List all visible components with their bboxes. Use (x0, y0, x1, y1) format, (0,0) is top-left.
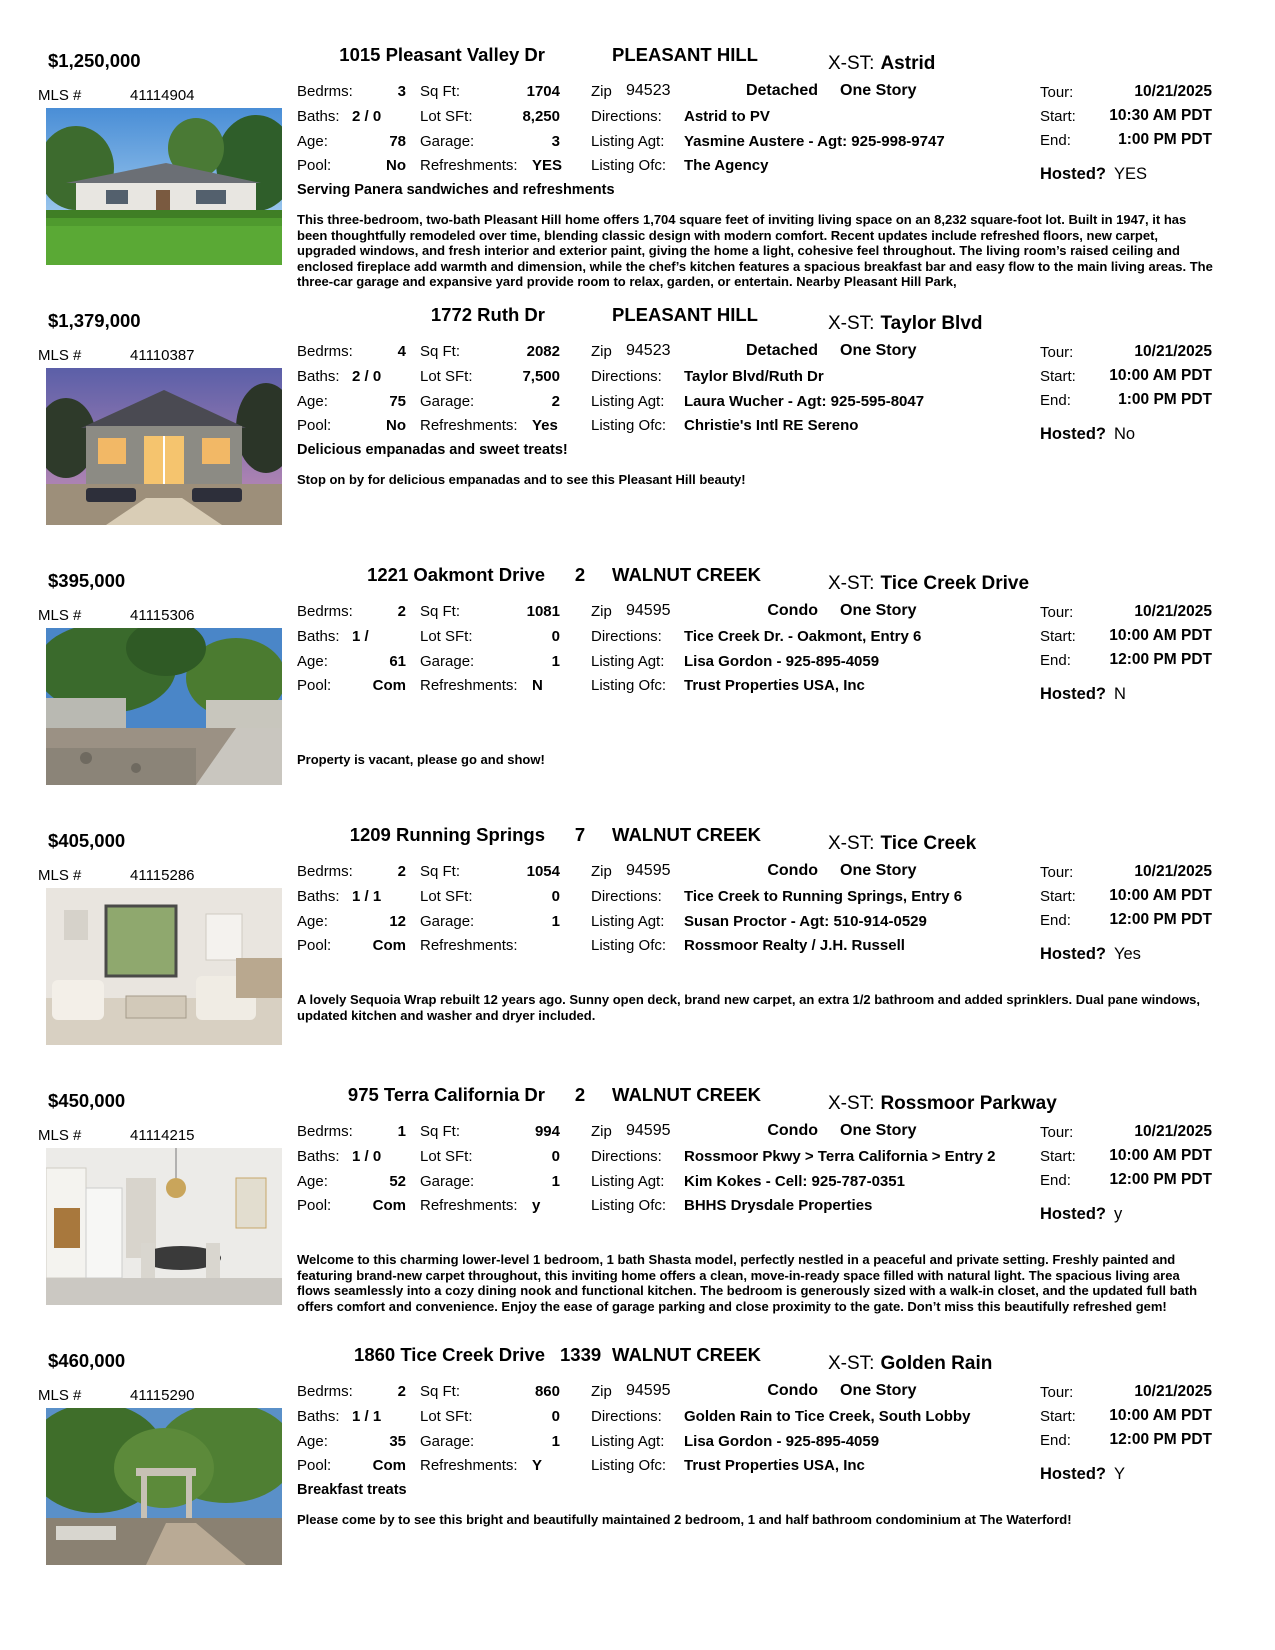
mls-label: MLS # (38, 347, 82, 364)
baths-label: Baths: (297, 368, 340, 385)
directions-value: Astrid to PV (684, 108, 770, 125)
listing-office-value: The Agency (684, 157, 769, 174)
directions-label: Directions: (591, 888, 662, 905)
tour-date: 10/21/2025 (1134, 343, 1212, 360)
cross-street (828, 1353, 992, 1375)
description: A lovely Sequoia Wrap rebuilt 12 years ago. Sunny open deck, brand new carpet, an extra 1/2 bathroom and added sprinklers. Dual pane windows, updated kitchen and washer and dryer included. (297, 992, 1201, 1023)
listing-address: 1221 Oakmont Drive (367, 564, 545, 585)
refreshments-label: Refreshments: (420, 1457, 518, 1474)
refreshments-value: YES (532, 157, 563, 174)
refreshments-label: Refreshments: (420, 677, 518, 694)
age-value: 35 (389, 1433, 406, 1450)
listing-price: $395,000 (48, 570, 126, 591)
cross-street-label: X-ST: (828, 53, 875, 74)
stories: One Story (840, 602, 917, 619)
baths-value: 2 / 0 (352, 108, 382, 125)
property-type: Detached (745, 82, 818, 99)
hosted-label: Hosted? (1040, 165, 1106, 183)
description: This three-bedroom, two-bath Pleasant Hill home offers 1,704 square feet of inviting living space on an 8,232 square-foot lot. Built in 1947, it has been thoughtfully remodeled over time, blending classic design with modern comfort. Recent updates include refreshed floors, new carpet, upgraded windows, and fresh interior and exterior paint, giving the home a light, cohesive feel throughout. The living room’s raised ceiling and enclosed fireplace add warmth and dimension, while the chef’s kitchen features a spacious breakfast bar and easy flow to the main living areas. The three-car garage and expansive yard provide room to relax, garden, or entertain. Nearby Pleasant Hill Park, (297, 212, 1213, 289)
start-time: 10:00 AM PDT (1109, 367, 1212, 384)
pool-label: Pool: (297, 1197, 332, 1214)
bedrooms-value: 3 (397, 83, 406, 100)
property-type: Condo (767, 1122, 818, 1139)
tour-label: Tour: (1040, 604, 1074, 621)
cross-street-label: X-ST: (828, 1093, 875, 1114)
listing-address: 1860 Tice Creek Drive (354, 1344, 545, 1365)
hosted-label: Hosted? (1040, 1205, 1106, 1223)
listing-unit: 1339 (560, 1344, 602, 1365)
refreshments-label: Refreshments: (420, 1197, 518, 1214)
listing-office-label: Listing Ofc: (591, 417, 667, 434)
tour-label: Tour: (1040, 1124, 1074, 1141)
cross-street-value: Taylor Blvd (880, 313, 983, 334)
lot-sqft-label: Lot SFt: (420, 1408, 473, 1425)
listing-address: 1209 Running Springs (349, 824, 545, 845)
cross-street-label: X-ST: (828, 313, 875, 334)
start-label: Start: (1040, 108, 1076, 125)
listing-city: WALNUT CREEK (612, 564, 762, 585)
bedrooms-value: 2 (397, 1383, 406, 1400)
sqft-value: 1054 (526, 863, 560, 880)
start-time: 10:00 AM PDT (1109, 1407, 1212, 1424)
lot-sqft-label: Lot SFt: (420, 108, 473, 125)
refreshments-label: Refreshments: (420, 937, 518, 954)
age-label: Age: (297, 393, 328, 410)
hosted (1040, 685, 1126, 704)
listing-city: PLEASANT HILL (612, 44, 758, 65)
age-value: 52 (389, 1173, 406, 1190)
listing-agent-value: Kim Kokes - Cell: 925-787-0351 (684, 1173, 905, 1190)
description: Welcome to this charming lower-level 1 bedroom, 1 bath Shasta model, perfectly nestled in a peaceful and private setting. Freshly painted and featuring brand-new carpet throughout, this inviting home offers a clean, move-in-ready space filled with natural light. The spacious living area flows seamlessly into a cozy dining nook and functional kitchen. The bedroom is generously sized with a walk-in closet, and the updated full bath offers comfort and convenience. Enjoy the ease of garage parking and close proximity to the gate. Don’t miss this beautifully refreshed gem! (297, 1252, 1198, 1314)
cross-street-label: X-ST: (828, 833, 875, 854)
sqft-label: Sq Ft: (420, 863, 461, 880)
listing-photo[interactable] (46, 1408, 282, 1565)
baths-value: 1 / (352, 628, 369, 645)
end-time: 12:00 PM PDT (1109, 1171, 1212, 1188)
lot-sqft-value: 7,500 (522, 368, 560, 385)
start-label: Start: (1040, 888, 1076, 905)
bedrooms-value: 1 (397, 1123, 406, 1140)
sqft-value: 2082 (526, 343, 560, 360)
end-label: End: (1040, 652, 1071, 669)
cross-street (828, 1093, 1057, 1115)
cross-street (828, 833, 976, 855)
tour-date: 10/21/2025 (1134, 1383, 1212, 1400)
baths-label: Baths: (297, 1408, 340, 1425)
end-time: 12:00 PM PDT (1109, 911, 1212, 928)
garage-label: Garage: (420, 1433, 475, 1450)
listing-office-value: Trust Properties USA, Inc (684, 677, 865, 694)
mls-label: MLS # (38, 607, 82, 624)
mls-label: MLS # (38, 867, 82, 884)
hosted (1040, 165, 1147, 184)
sqft-value: 994 (534, 1123, 560, 1140)
age-label: Age: (297, 913, 328, 930)
hosted-value: N (1114, 685, 1126, 703)
hosted (1040, 1205, 1122, 1224)
listing-unit: 2 (574, 1084, 586, 1105)
mls-number: 41115286 (130, 867, 195, 884)
cross-street-value: Golden Rain (880, 1353, 993, 1374)
hosted-value: No (1114, 425, 1136, 443)
stories: One Story (840, 342, 917, 359)
cross-street-value: Astrid (880, 53, 936, 74)
age-label: Age: (297, 1173, 328, 1190)
listing-agent-label: Listing Agt: (591, 653, 665, 670)
end-label: End: (1040, 1432, 1071, 1449)
pool-label: Pool: (297, 157, 332, 174)
bedrooms-label: Bedrms: (297, 1123, 353, 1140)
garage-value: 1 (551, 653, 560, 670)
bedrooms-label: Bedrms: (297, 343, 353, 360)
directions-value: Golden Rain to Tice Creek, South Lobby (684, 1408, 971, 1425)
hosted-value: Y (1114, 1465, 1126, 1483)
baths-label: Baths: (297, 628, 340, 645)
tour-label: Tour: (1040, 344, 1074, 361)
lot-sqft-label: Lot SFt: (420, 1148, 473, 1165)
directions-value: Rossmoor Pkwy > Terra California > Entry 2 (684, 1148, 996, 1165)
zip-value: 94595 (626, 862, 671, 879)
lot-sqft-value: 0 (551, 1408, 560, 1425)
stories: One Story (840, 1122, 917, 1139)
hosted-value: Yes (1114, 945, 1141, 963)
tour-date: 10/21/2025 (1134, 83, 1212, 100)
stories: One Story (840, 862, 917, 879)
directions-label: Directions: (591, 1148, 662, 1165)
listing-card-6 (0, 1336, 1275, 1594)
listing-unit: 7 (574, 824, 586, 845)
zip-label: Zip (591, 1383, 612, 1400)
pool-value: Com (372, 1197, 406, 1214)
tour-date: 10/21/2025 (1134, 1123, 1212, 1140)
directions-label: Directions: (591, 628, 662, 645)
mls-number: 41115306 (130, 607, 195, 624)
baths-value: 1 / 1 (352, 888, 382, 905)
baths-value: 1 / 1 (352, 1408, 382, 1425)
zip-value: 94595 (626, 602, 671, 619)
listing-office-label: Listing Ofc: (591, 1457, 667, 1474)
start-time: 10:30 AM PDT (1109, 107, 1212, 124)
start-time: 10:00 AM PDT (1109, 887, 1212, 904)
mls-number: 41115290 (130, 1387, 195, 1404)
tour-label: Tour: (1040, 864, 1074, 881)
listing-agent-label: Listing Agt: (591, 393, 665, 410)
age-value: 75 (389, 393, 406, 410)
baths-label: Baths: (297, 1148, 340, 1165)
lot-sqft-value: 0 (551, 1148, 560, 1165)
sqft-label: Sq Ft: (420, 1123, 461, 1140)
listing-address: 975 Terra California Dr (347, 1084, 545, 1105)
listing-card-1 (0, 36, 1275, 294)
listing-card-4 (0, 816, 1275, 1074)
hosted (1040, 425, 1135, 444)
bedrooms-label: Bedrms: (297, 1383, 353, 1400)
listing-office-label: Listing Ofc: (591, 1197, 667, 1214)
garage-value: 1 (551, 1433, 560, 1450)
age-value: 12 (389, 913, 406, 930)
refreshments-value: Y (532, 1457, 543, 1474)
end-time: 1:00 PM PDT (1118, 131, 1212, 148)
pool-value: Com (372, 677, 406, 694)
bedrooms-label: Bedrms: (297, 83, 353, 100)
garage-label: Garage: (420, 653, 475, 670)
property-type: Condo (767, 862, 818, 879)
start-label: Start: (1040, 368, 1076, 385)
age-label: Age: (297, 133, 328, 150)
listing-agent-value: Lisa Gordon - 925-895-4059 (684, 1433, 880, 1450)
mls-number: 41114215 (130, 1127, 195, 1144)
sqft-label: Sq Ft: (420, 343, 461, 360)
age-value: 61 (389, 653, 406, 670)
hosted-label: Hosted? (1040, 1465, 1106, 1483)
sqft-value: 1081 (526, 603, 560, 620)
bedrooms-value: 2 (397, 863, 406, 880)
refreshments-label: Refreshments: (420, 417, 518, 434)
zip-label: Zip (591, 83, 612, 100)
listing-photo[interactable] (46, 1148, 282, 1305)
listing-card-2 (0, 296, 1275, 554)
bedrooms-value: 2 (397, 603, 406, 620)
listing-office-label: Listing Ofc: (591, 157, 667, 174)
pool-label: Pool: (297, 937, 332, 954)
description: Property is vacant, please go and show! (297, 752, 545, 767)
hosted-label: Hosted? (1040, 685, 1106, 703)
mls-number: 41110387 (130, 347, 195, 364)
listing-card-3 (0, 556, 1275, 814)
age-label: Age: (297, 1433, 328, 1450)
baths-label: Baths: (297, 888, 340, 905)
listing-office-value: BHHS Drysdale Properties (684, 1197, 873, 1214)
listing-card-5 (0, 1076, 1275, 1334)
directions-value: Tice Creek Dr. - Oakmont, Entry 6 (684, 628, 922, 645)
directions-value: Taylor Blvd/Ruth Dr (684, 368, 824, 385)
start-label: Start: (1040, 628, 1076, 645)
listing-agent-value: Susan Proctor - Agt: 510-914-0529 (684, 913, 927, 930)
directions-label: Directions: (591, 368, 662, 385)
mls-label: MLS # (38, 87, 82, 104)
pool-label: Pool: (297, 417, 332, 434)
directions-value: Tice Creek to Running Springs, Entry 6 (684, 888, 963, 905)
stories: One Story (840, 82, 917, 99)
lot-sqft-value: 0 (551, 628, 560, 645)
end-time: 12:00 PM PDT (1109, 651, 1212, 668)
garage-value: 3 (551, 133, 560, 150)
cross-street-value: Tice Creek Drive (880, 573, 1030, 594)
listing-unit: 2 (574, 564, 586, 585)
tour-date: 10/21/2025 (1134, 603, 1212, 620)
listing-price: $1,250,000 (48, 50, 141, 71)
sqft-value: 860 (534, 1383, 560, 1400)
lot-sqft-value: 8,250 (522, 108, 560, 125)
directions-label: Directions: (591, 108, 662, 125)
directions-label: Directions: (591, 1408, 662, 1425)
mls-number: 41114904 (130, 87, 195, 104)
bedrooms-value: 4 (397, 343, 406, 360)
listing-office-label: Listing Ofc: (591, 937, 667, 954)
lot-sqft-value: 0 (551, 888, 560, 905)
garage-label: Garage: (420, 913, 475, 930)
listing-agent-label: Listing Agt: (591, 1173, 665, 1190)
start-time: 10:00 AM PDT (1109, 1147, 1212, 1164)
end-label: End: (1040, 392, 1071, 409)
listing-agent-value: Lisa Gordon - 925-895-4059 (684, 653, 880, 670)
end-time: 12:00 PM PDT (1109, 1431, 1212, 1448)
listing-agent-value: Laura Wucher - Agt: 925-595-8047 (684, 393, 925, 410)
listing-office-label: Listing Ofc: (591, 677, 667, 694)
cross-street (828, 53, 935, 75)
tour-label: Tour: (1040, 84, 1074, 101)
refreshments-value: Yes (532, 417, 558, 434)
listing-address: 1015 Pleasant Valley Dr (339, 44, 545, 65)
hosted (1040, 945, 1141, 964)
sqft-label: Sq Ft: (420, 603, 461, 620)
listing-office-value: Rossmoor Realty / J.H. Russell (684, 937, 905, 954)
listing-price: $405,000 (48, 830, 126, 851)
zip-value: 94595 (626, 1122, 671, 1139)
remarks: Breakfast treats (297, 1482, 407, 1498)
lot-sqft-label: Lot SFt: (420, 368, 473, 385)
zip-value: 94523 (626, 82, 671, 99)
mls-label: MLS # (38, 1387, 82, 1404)
tour-label: Tour: (1040, 1384, 1074, 1401)
listing-agent-label: Listing Agt: (591, 133, 665, 150)
listing-price: $450,000 (48, 1090, 126, 1111)
bedrooms-label: Bedrms: (297, 863, 353, 880)
description: Stop on by for delicious empanadas and to see this Pleasant Hill beauty! (297, 472, 746, 487)
remarks: Delicious empanadas and sweet treats! (297, 442, 568, 458)
garage-label: Garage: (420, 133, 475, 150)
baths-label: Baths: (297, 108, 340, 125)
garage-label: Garage: (420, 1173, 475, 1190)
cross-street-value: Rossmoor Parkway (880, 1093, 1057, 1114)
property-type: Detached (745, 342, 818, 359)
cross-street-value: Tice Creek (880, 833, 977, 854)
listing-address: 1772 Ruth Dr (430, 304, 545, 325)
baths-value: 1 / 0 (352, 1148, 382, 1165)
listing-price: $460,000 (48, 1350, 126, 1371)
end-label: End: (1040, 132, 1071, 149)
listing-office-value: Christie's Intl RE Sereno (684, 417, 859, 434)
lot-sqft-label: Lot SFt: (420, 888, 473, 905)
hosted (1040, 1465, 1125, 1484)
property-type: Condo (767, 1382, 818, 1399)
listing-city: WALNUT CREEK (612, 1344, 762, 1365)
start-label: Start: (1040, 1408, 1076, 1425)
zip-value: 94523 (626, 342, 671, 359)
pool-label: Pool: (297, 677, 332, 694)
hosted-value: y (1114, 1205, 1123, 1223)
sqft-label: Sq Ft: (420, 83, 461, 100)
listing-photo[interactable] (46, 888, 282, 1045)
cross-street-label: X-ST: (828, 1353, 875, 1374)
lot-sqft-label: Lot SFt: (420, 628, 473, 645)
remarks: Serving Panera sandwiches and refreshments (297, 182, 615, 198)
listing-photo[interactable] (46, 628, 282, 785)
listing-city: WALNUT CREEK (612, 1084, 762, 1105)
hosted-label: Hosted? (1040, 425, 1106, 443)
zip-label: Zip (591, 343, 612, 360)
listing-price: $1,379,000 (48, 310, 141, 331)
hosted-value: YES (1114, 165, 1148, 183)
listing-agent-label: Listing Agt: (591, 1433, 665, 1450)
garage-value: 1 (551, 1173, 560, 1190)
listing-city: WALNUT CREEK (612, 824, 762, 845)
sqft-label: Sq Ft: (420, 1383, 461, 1400)
refreshments-value: N (532, 677, 543, 694)
listing-photo[interactable] (46, 108, 282, 265)
pool-value: No (386, 157, 406, 174)
zip-label: Zip (591, 603, 612, 620)
zip-label: Zip (591, 863, 612, 880)
garage-value: 2 (551, 393, 560, 410)
pool-value: Com (372, 1457, 406, 1474)
sqft-value: 1704 (526, 83, 560, 100)
property-type: Condo (767, 602, 818, 619)
hosted-label: Hosted? (1040, 945, 1106, 963)
garage-label: Garage: (420, 393, 475, 410)
cross-street (828, 573, 1029, 595)
tour-date: 10/21/2025 (1134, 863, 1212, 880)
listing-city: PLEASANT HILL (612, 304, 758, 325)
bedrooms-label: Bedrms: (297, 603, 353, 620)
pool-label: Pool: (297, 1457, 332, 1474)
stories: One Story (840, 1382, 917, 1399)
baths-value: 2 / 0 (352, 368, 382, 385)
garage-value: 1 (551, 913, 560, 930)
refreshments-value: y (532, 1197, 541, 1214)
listing-agent-value: Yasmine Austere - Agt: 925-998-9747 (684, 133, 945, 150)
cross-street-label: X-ST: (828, 573, 875, 594)
end-label: End: (1040, 1172, 1071, 1189)
end-time: 1:00 PM PDT (1118, 391, 1212, 408)
age-label: Age: (297, 653, 328, 670)
refreshments-label: Refreshments: (420, 157, 518, 174)
pool-value: Com (372, 937, 406, 954)
age-value: 78 (389, 133, 406, 150)
pool-value: No (386, 417, 406, 434)
end-label: End: (1040, 912, 1071, 929)
description: Please come by to see this bright and beautifully maintained 2 bedroom, 1 and half bathroom condominium at The Waterford! (297, 1512, 1072, 1527)
zip-label: Zip (591, 1123, 612, 1140)
zip-value: 94595 (626, 1382, 671, 1399)
cross-street (828, 313, 983, 335)
listing-agent-label: Listing Agt: (591, 913, 665, 930)
start-time: 10:00 AM PDT (1109, 627, 1212, 644)
listing-photo[interactable] (46, 368, 282, 525)
listing-office-value: Trust Properties USA, Inc (684, 1457, 865, 1474)
start-label: Start: (1040, 1148, 1076, 1165)
mls-label: MLS # (38, 1127, 82, 1144)
